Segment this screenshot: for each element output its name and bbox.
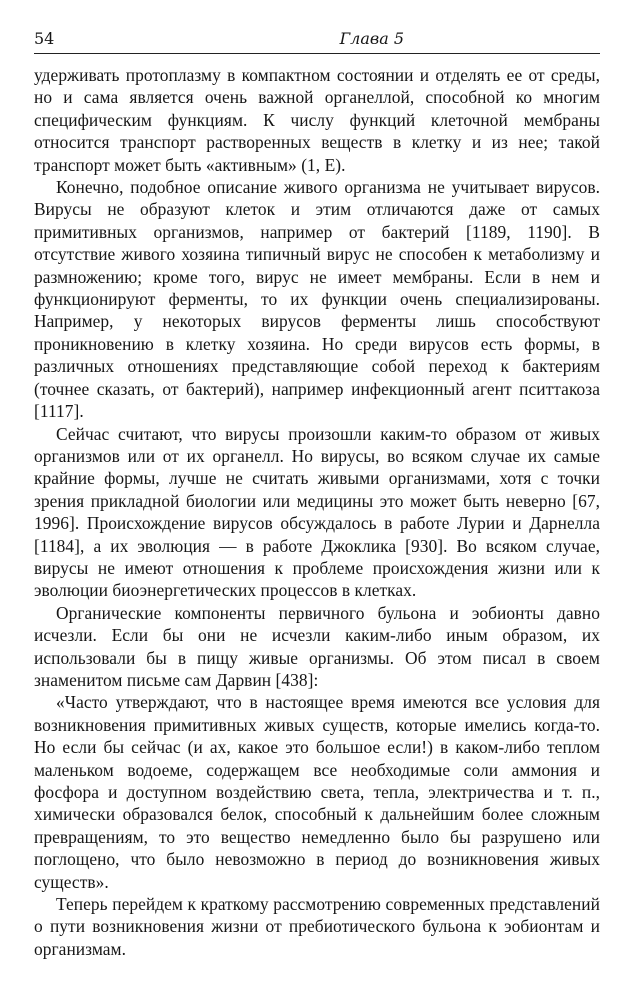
body-text — [34, 64, 600, 960]
page-header — [34, 28, 600, 50]
page-number: 54 — [34, 29, 55, 48]
paragraph-6: Теперь перейдем к краткому рассмотрению современных представлений о пути возникновения жизни от пребиотического бульона к эобионтам и организмам. — [34, 894, 600, 959]
darwin-quote: «Часто утверждают, что в настоящее время имеются все условия для возникновения примитивных живых существ, которые имелись когда-то. Но если бы сейчас (и ах, какое это большое если!) в каком-либо теплом маленьком водоеме, содержащем все необходимые соли аммония и фосфора и доступном воздействию света, тепла, электричества и т. п., химически образовался белок, способный к дальнейшим более сложным превращениям, то это вещество немедленно было бы разрушено или поглощено, что было невозможно в период до возникновения живых существ». — [34, 692, 600, 892]
header-rule — [34, 53, 600, 54]
paragraph-4: Органические компоненты первичного бульона и эобионты давно исчезли. Если бы они не исчезли каким-либо иным образом, их использовали бы в пищу живые организмы. Об этом писал в своем знаменитом письме сам Дарвин [438]: — [34, 602, 600, 690]
paragraph-1: удерживать протоплазму в компактном состоянии и отделять ее от среды, но и сама является очень важной органеллой, способной ко многим специфическим функциям. К числу функций клеточной мембраны относится транспорт растворенных веществ в клетку и из нее; такой транспорт может быть «активным» (1, Е). — [34, 65, 600, 175]
running-head: Глава 5 — [339, 29, 404, 48]
paragraph-3: Сейчас считают, что вирусы произошли каким-то образом от живых организмов или от их органелл. Но вирусы, во всяком случае их самые крайние формы, лучше не считать живыми организмами, хотя с точки зрения прикладной биологии или медицины это может быть неверно [67, 1996]. Происхождение вирусов обсуждалось в работе Лурии и Дарнелла [1184], а их эволюция — в работе Джоклика [930]. Во всяком случае, вирусы не имеют отношения к проблеме происхождения жизни или к эволюции биоэнергетических процессов в клетках. — [34, 423, 600, 601]
paragraph-2: Конечно, подобное описание живого организма не учитывает вирусов. Вирусы не образуют клеток и этим отличаются даже от самых примитивных организмов, например от бактерий [1189, 1190]. В отсутствие живого хозяина типичный вирус не способен к метаболизму и размножению; кроме того, вирус не имеет мембраны. Если в нем и функционируют ферменты, то их функции очень специализированы. Например, у некоторых вирусов ферменты лишь способствуют проникновению в клетку хозяина. Но среди вирусов есть формы, в различных отношениях представляющие собой переход к бактериям (точнее сказать, от бактерий), например инфекционный агент пситтакоза [1117]. — [34, 177, 600, 422]
book-page — [34, 0, 600, 1000]
